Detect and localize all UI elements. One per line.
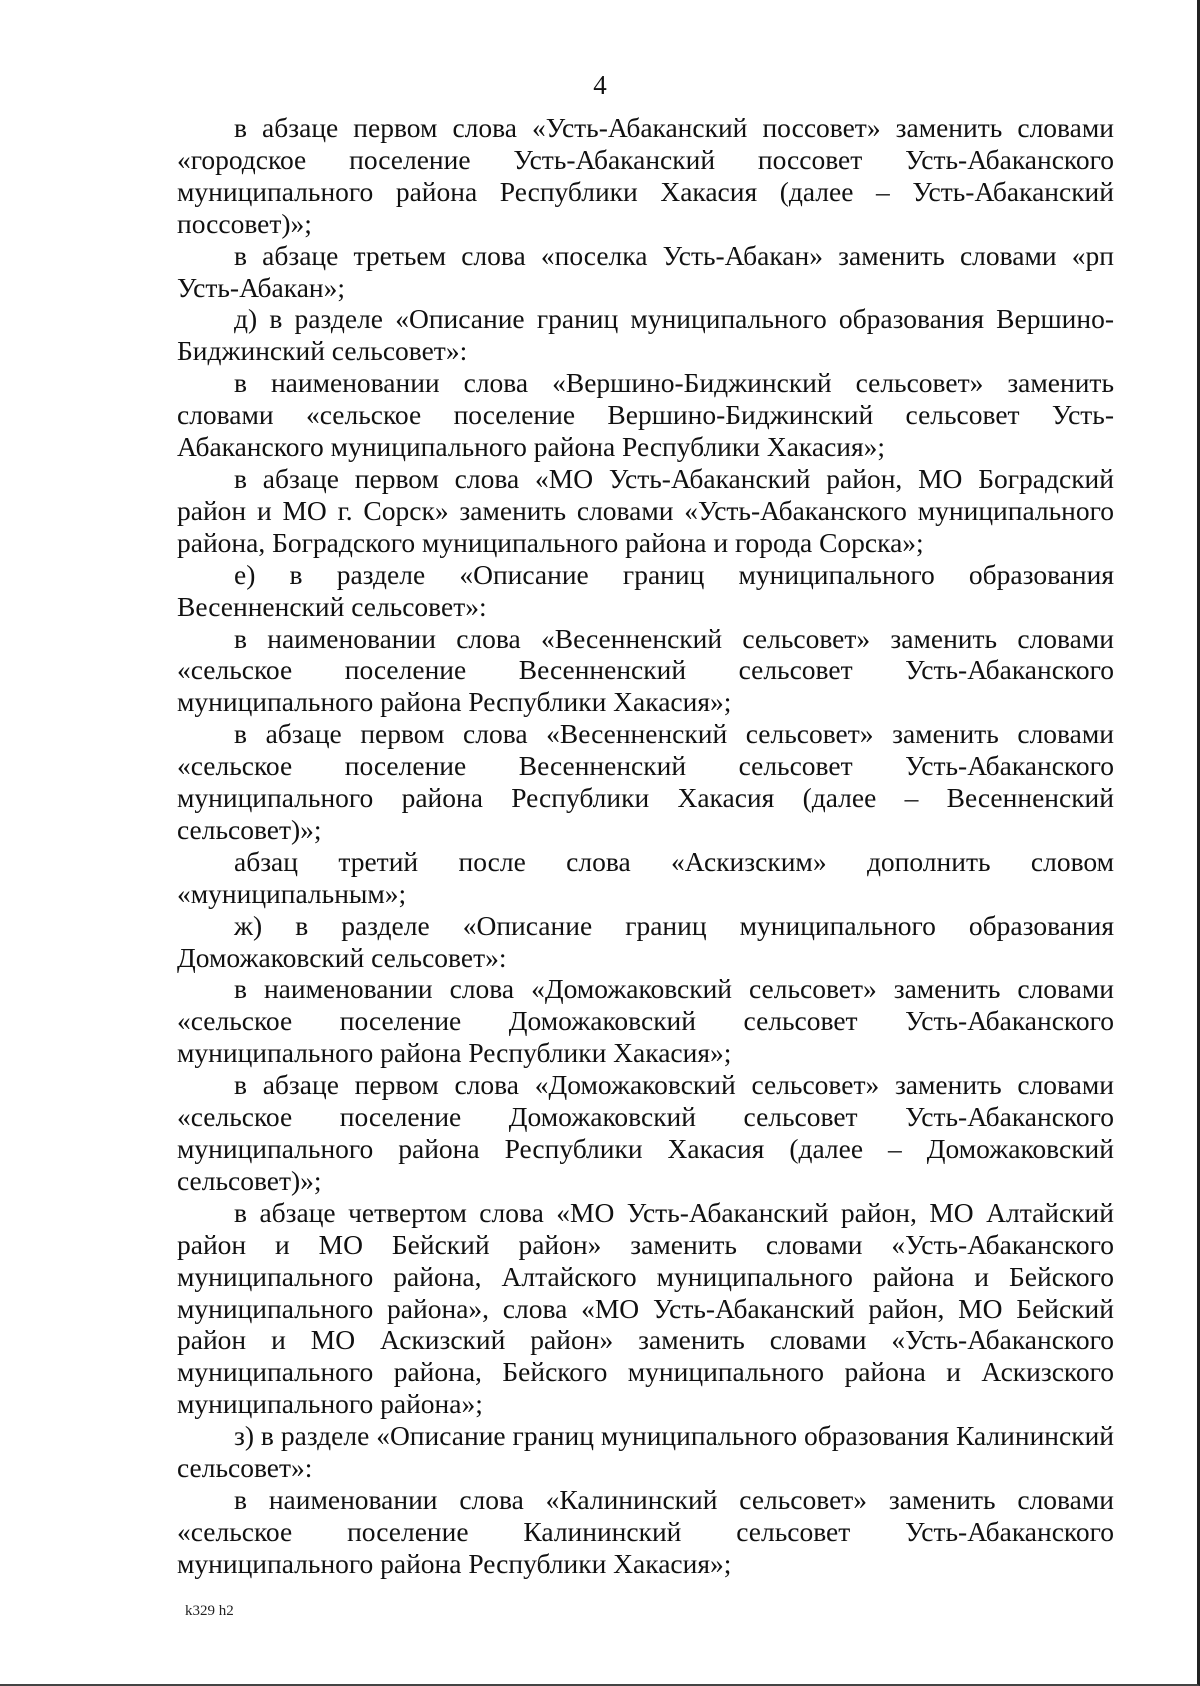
paragraph: в наименовании слова «Вершино-Биджинский сельсовет» заменить словами «сельское поселение Вершино-Биджинский сельсовет Усть-Абаканского муниципального района Республики Хакасия»; bbox=[177, 367, 1114, 463]
paragraph: в абзаце первом слова «Усть-Абаканский поссовет» заменить словами «городское поселение Усть-Абаканский поссовет Усть-Абаканского муниципального района Республики Хакасия (далее – Усть-Абаканский поссовет)»; bbox=[177, 112, 1114, 239]
paragraph: в абзаце четвертом слова «МО Усть-Абаканский район, МО Алтайский район и МО Бейский район» заменить словами «Усть-Абаканского муниципального района, Алтайского муниципального района и Бейского муниципального района», слова «МО Усть-Абаканский район, МО Бейский район и МО Аскизский район» заменить словами «Усть-Абаканского муниципального района, Бейского муниципального района и Аскизского муниципального района»; bbox=[177, 1196, 1114, 1420]
document-body bbox=[177, 112, 1114, 1580]
page-number: 4 bbox=[593, 70, 607, 100]
paragraph: в наименовании слова «Калининский сельсовет» заменить словами «сельское поселение Калининский сельсовет Усть-Абаканского муниципального района Республики Хакасия»; bbox=[177, 1483, 1114, 1579]
paragraph: в наименовании слова «Доможаковский сельсовет» заменить словами «сельское поселение Доможаковский сельсовет Усть-Абаканского муниципального района Республики Хакасия»; bbox=[177, 973, 1114, 1069]
paragraph: в абзаце первом слова «Весенненский сельсовет» заменить словами «сельское поселение Весенненский сельсовет Усть-Абаканского муниципального района Республики Хакасия (далее – Весенненский сельсовет)»; bbox=[177, 718, 1114, 845]
paragraph: д) в разделе «Описание границ муниципального образования Вершино-Биджинский сельсовет»: bbox=[177, 303, 1114, 367]
paragraph: в абзаце первом слова «Доможаковский сельсовет» заменить словами «сельское поселение Доможаковский сельсовет Усть-Абаканского муниципального района Республики Хакасия (далее – Доможаковский сельсовет)»; bbox=[177, 1069, 1114, 1196]
paragraph: з) в разделе «Описание границ муниципального образования Калининский сельсовет»: bbox=[177, 1420, 1114, 1484]
paragraph: е) в разделе «Описание границ муниципального образования Весенненский сельсовет»: bbox=[177, 558, 1114, 622]
footer-document-code: k329 h2 bbox=[185, 1603, 234, 1619]
paragraph: в абзаце первом слова «МО Усть-Абаканский район, МО Боградский район и МО г. Сорск» заменить словами «Усть-Абаканского муниципального района, Боградского муниципального района и города Сорска»; bbox=[177, 462, 1114, 558]
paragraph: в наименовании слова «Весенненский сельсовет» заменить словами «сельское поселение Весенненский сельсовет Усть-Абаканского муниципального района Республики Хакасия»; bbox=[177, 622, 1114, 718]
paragraph: в абзаце третьем слова «поселка Усть-Абакан» заменить словами «рп Усть-Абакан»; bbox=[177, 239, 1114, 303]
paragraph: ж) в разделе «Описание границ муниципального образования Доможаковский сельсовет»: bbox=[177, 909, 1114, 973]
paragraph: абзац третий после слова «Аскизским» дополнить словом «муниципальным»; bbox=[177, 845, 1114, 909]
